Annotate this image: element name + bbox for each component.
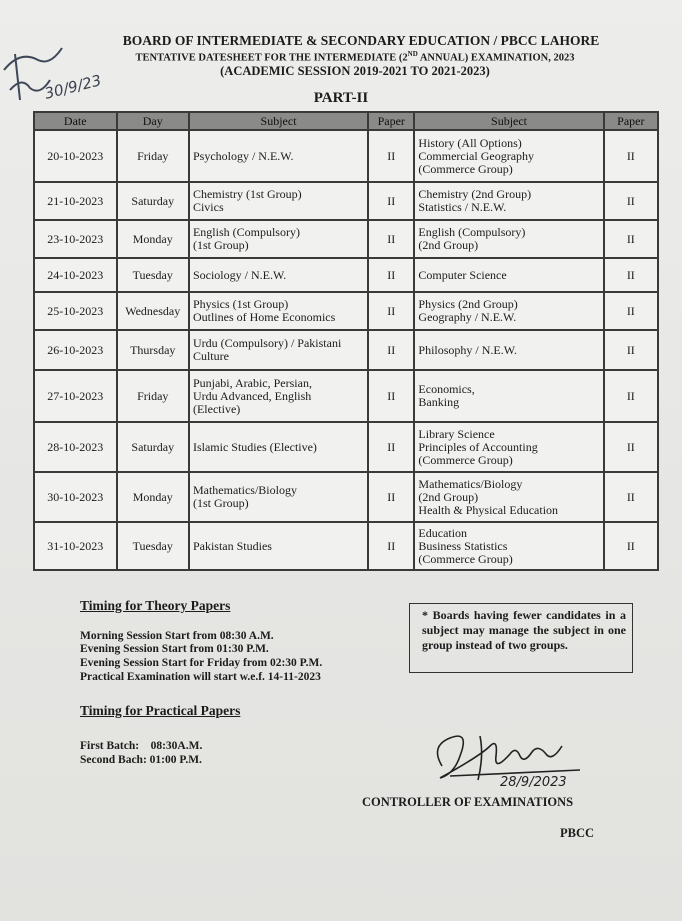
paper-cell-1: II — [369, 523, 413, 569]
paper-cell-1: II — [369, 423, 413, 471]
paper-cell-2: II — [605, 131, 657, 181]
subject-line: (1st Group) — [192, 238, 249, 252]
subject-line: (2nd Group) — [418, 238, 479, 252]
handwritten-date: 30/9/23 — [42, 71, 104, 103]
datesheet-table — [33, 111, 659, 571]
subject-cell-1 — [190, 331, 367, 369]
subject-line: Islamic Studies (Elective) — [192, 439, 317, 454]
subject-line: Banking — [418, 395, 460, 409]
paper-cell-1: II — [369, 331, 413, 369]
table-row — [35, 473, 657, 521]
date-cell: 26-10-2023 — [35, 331, 116, 369]
subject-line: Culture — [192, 349, 229, 363]
subject-cell-1 — [190, 221, 367, 257]
table-row — [35, 293, 657, 329]
subject-line: Punjabi, Arabic, Persian, — [192, 375, 312, 390]
subject-line: Civics — [192, 200, 224, 214]
col-paper-2: Paper — [605, 113, 657, 129]
subject-line: Mathematics/Biology — [418, 476, 523, 491]
subject-line: Philosophy / N.E.W. — [418, 342, 517, 357]
paper-cell-2: II — [605, 523, 657, 569]
subject-line: (Commerce Group) — [418, 551, 513, 566]
subject-line: History (All Options) — [418, 135, 522, 150]
date-cell: 28-10-2023 — [35, 423, 116, 471]
subject-cell-2 — [415, 473, 602, 521]
subject-line: Chemistry (2nd Group) — [418, 187, 532, 201]
subject-cell-2 — [415, 523, 602, 569]
paper-cell-2: II — [605, 221, 657, 257]
subject-cell-1 — [190, 131, 367, 181]
subject-line: English (Compulsory) — [418, 225, 526, 239]
date-cell: 31-10-2023 — [35, 523, 116, 569]
day-cell: Wednesday — [118, 293, 188, 329]
date-cell: 27-10-2023 — [35, 371, 116, 421]
table-row — [35, 423, 657, 471]
day-cell: Friday — [118, 371, 188, 421]
paper-cell-1: II — [369, 183, 413, 219]
date-cell: 21-10-2023 — [35, 183, 116, 219]
exam-title: TENTATIVE DATESHEET FOR THE INTERMEDIATE (2ND ANNUAL) EXAMINATION, 2023 — [135, 50, 575, 64]
day-cell: Saturday — [118, 183, 188, 219]
subject-cell-1 — [190, 183, 367, 219]
board-title: BOARD OF INTERMEDIATE & SECONDARY EDUCATION / PBCC LAHORE — [122, 33, 600, 48]
col-day: Day — [118, 113, 188, 129]
subject-cell-2 — [415, 371, 602, 421]
day-cell: Tuesday — [118, 259, 188, 291]
subject-line: Chemistry (1st Group) — [192, 187, 302, 201]
subject-line: Commercial Geography — [418, 148, 535, 163]
subject-cell-1 — [190, 293, 367, 329]
subject-line: Computer Science — [418, 267, 507, 282]
signature-date: 28/9/2023 — [500, 775, 567, 790]
day-cell: Tuesday — [118, 523, 188, 569]
subject-line: Pakistan Studies — [192, 538, 272, 553]
subject-cell-1 — [190, 523, 367, 569]
day-cell: Thursday — [118, 331, 188, 369]
theory-timing-title: Timing for Theory Papers — [80, 598, 231, 613]
paper-cell-1: II — [369, 473, 413, 521]
theory-line: Practical Examination will start w.e.f. 14-11-2023 — [80, 671, 321, 683]
boards-note: * Boards having fewer candidates in a subject may manage the subject in one group instead of two groups. — [409, 603, 633, 673]
subject-line: English (Compulsory) — [192, 225, 300, 239]
theory-line: Morning Session Start from 08:30 A.M. — [80, 630, 274, 642]
subject-line: Urdu (Compulsory) / Pakistani — [192, 336, 342, 350]
paper-cell-2: II — [605, 259, 657, 291]
practical-line: Second Bach: 01:00 P.M. — [80, 754, 202, 766]
subject-line: Outlines of Home Economics — [192, 310, 336, 324]
subject-line: Statistics / N.E.W. — [418, 200, 507, 214]
paper-cell-2: II — [605, 293, 657, 329]
subject-cell-2 — [415, 221, 602, 257]
session-title: (ACADEMIC SESSION 2019-2021 TO 2021-2023) — [220, 64, 490, 78]
date-cell: 23-10-2023 — [35, 221, 116, 257]
subject-line: (1st Group) — [192, 496, 249, 510]
paper-cell-1: II — [369, 371, 413, 421]
table-row — [35, 131, 657, 181]
day-cell: Monday — [118, 473, 188, 521]
subject-cell-1 — [190, 473, 367, 521]
subject-line: Health & Physical Education — [418, 502, 559, 517]
practical-timing-title: Timing for Practical Papers — [80, 703, 241, 718]
table-row — [35, 221, 657, 257]
subject-line: Library Science — [418, 426, 495, 441]
date-cell: 20-10-2023 — [35, 131, 116, 181]
col-subject-2: Subject — [415, 113, 602, 129]
subject-line: Education — [418, 525, 468, 540]
subject-cell-2 — [415, 293, 602, 329]
subject-line: (2nd Group) — [418, 489, 479, 504]
subject-line: Business Statistics — [418, 538, 508, 553]
day-cell: Monday — [118, 221, 188, 257]
controller-title: CONTROLLER OF EXAMINATIONS — [362, 795, 574, 809]
paper-cell-2: II — [605, 473, 657, 521]
subject-cell-2 — [415, 259, 602, 291]
paper-cell-2: II — [605, 331, 657, 369]
day-cell: Saturday — [118, 423, 188, 471]
subject-line: Mathematics/Biology — [192, 483, 297, 497]
practical-line: First Batch: 08:30A.M. — [80, 740, 203, 752]
subject-line: Physics (1st Group) — [192, 297, 289, 311]
subject-line: Economics, — [418, 382, 475, 396]
subject-line: (Elective) — [192, 401, 241, 416]
table-row — [35, 259, 657, 291]
subject-cell-2 — [415, 423, 602, 471]
part-title: PART-II — [313, 90, 369, 106]
theory-line: Evening Session Start for Friday from 02:30 P.M. — [80, 657, 323, 669]
subject-cell-2 — [415, 131, 602, 181]
subject-cell-1 — [190, 371, 367, 421]
paper-cell-1: II — [369, 259, 413, 291]
day-cell: Friday — [118, 131, 188, 181]
paper-cell-2: II — [605, 423, 657, 471]
subject-cell-1 — [190, 259, 367, 291]
table-row — [35, 331, 657, 369]
subject-line: Geography / N.E.W. — [418, 310, 517, 324]
paper-cell-1: II — [369, 221, 413, 257]
date-cell: 30-10-2023 — [35, 473, 116, 521]
subject-line: Urdu Advanced, English — [192, 388, 312, 403]
paper-cell-1: II — [369, 131, 413, 181]
subject-line: Physics (2nd Group) — [418, 297, 518, 311]
subject-line: Psychology / N.E.W. — [192, 148, 294, 163]
date-cell: 25-10-2023 — [35, 293, 116, 329]
table-row — [35, 371, 657, 421]
subject-line: Sociology / N.E.W. — [192, 267, 287, 282]
paper-cell-2: II — [605, 371, 657, 421]
col-subject-1: Subject — [190, 113, 367, 129]
col-date: Date — [35, 113, 116, 129]
table-header-row — [35, 113, 657, 129]
subject-cell-2 — [415, 183, 602, 219]
subject-line: (Commerce Group) — [418, 161, 513, 176]
subject-cell-1 — [190, 423, 367, 471]
subject-line: Principles of Accounting — [418, 439, 538, 454]
subject-cell-2 — [415, 331, 602, 369]
table-row — [35, 523, 657, 569]
date-cell: 24-10-2023 — [35, 259, 116, 291]
paper-cell-2: II — [605, 183, 657, 219]
table-row — [35, 183, 657, 219]
footer-pbcc: PBCC — [560, 826, 595, 840]
col-paper-1: Paper — [369, 113, 413, 129]
theory-line: Evening Session Start from 01:30 P.M. — [80, 643, 269, 655]
paper-cell-1: II — [369, 293, 413, 329]
subject-line: (Commerce Group) — [418, 452, 513, 467]
